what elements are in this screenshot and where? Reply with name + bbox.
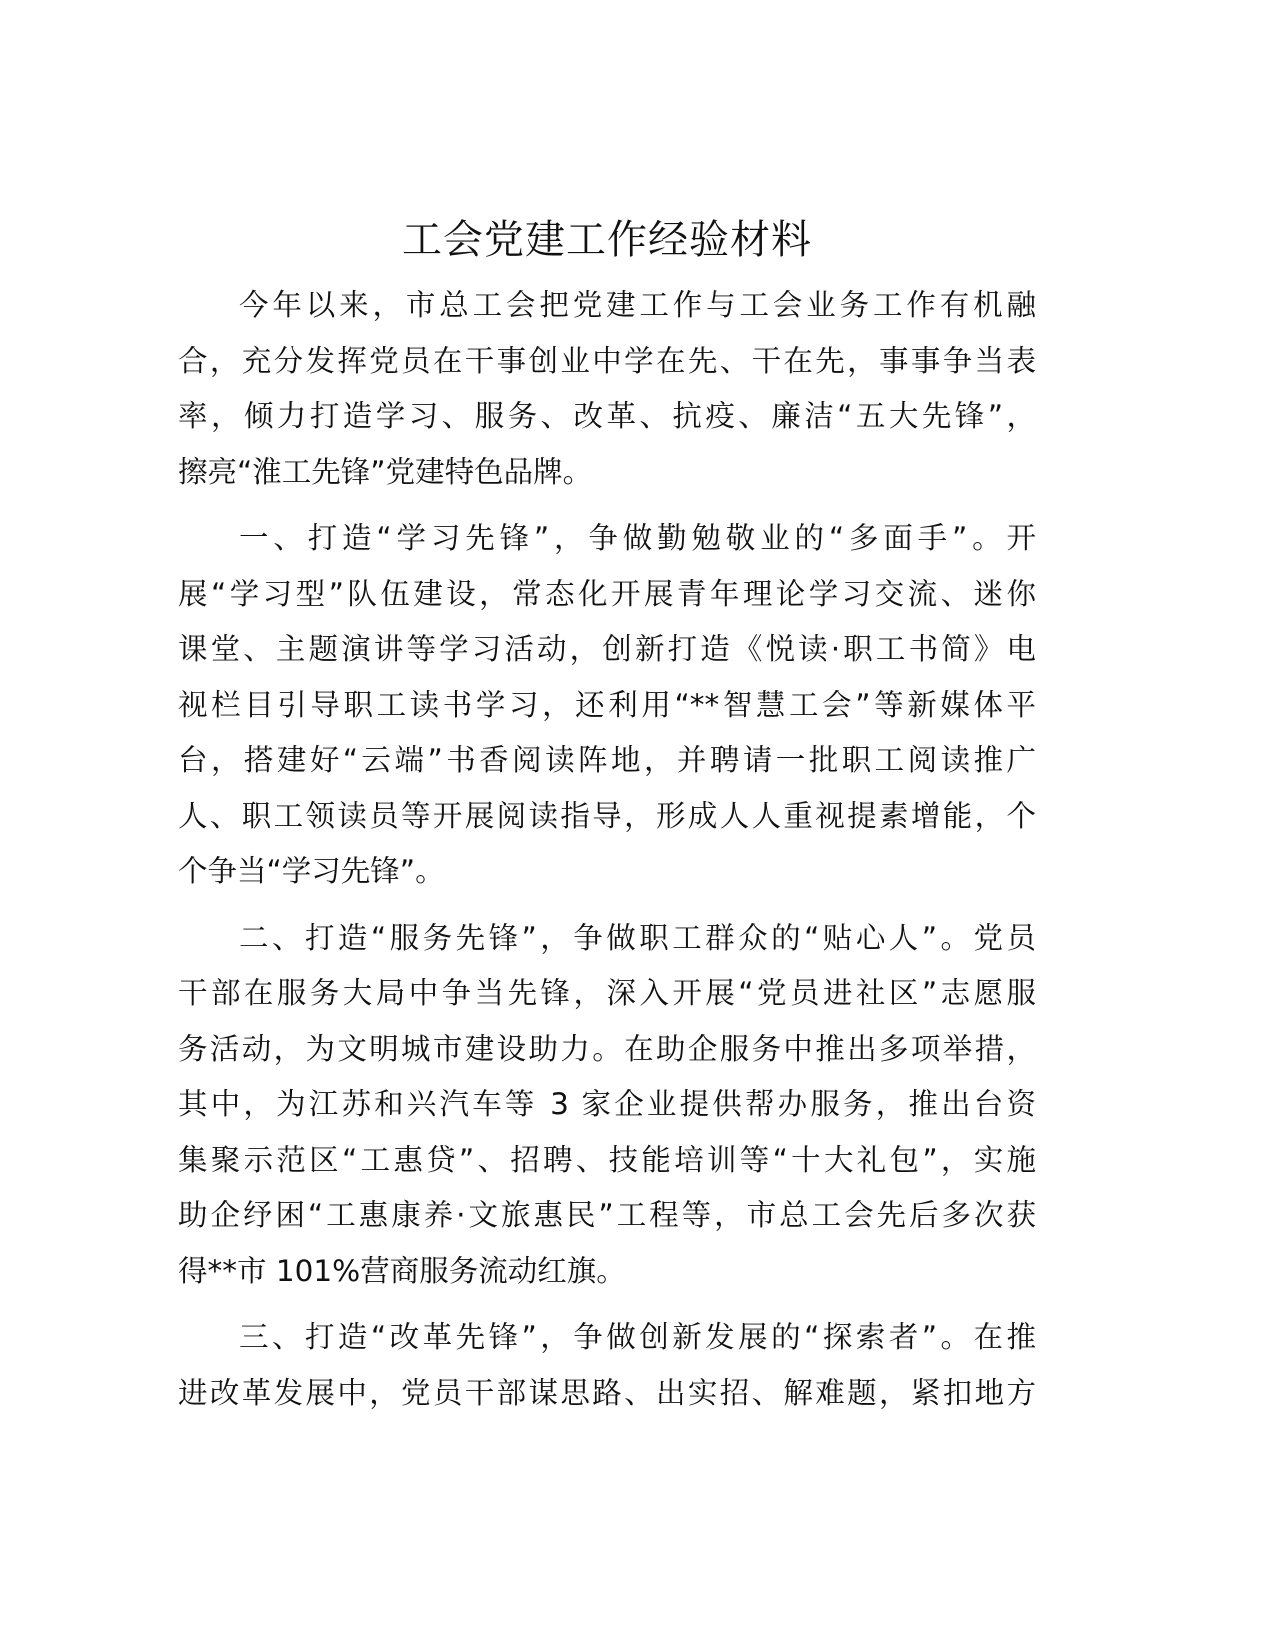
text-line: 今年以来，市总工会把党建工作与工会业务工作有机融 [239, 288, 1036, 322]
document-title: 工会党建工作经验材料 [402, 217, 812, 263]
section-heading-line: 二、打造“服务先锋”，争做职工群众的“贴心人”。党员 [239, 920, 1036, 955]
text-line: 率，倾力打造学习、服务、改革、抗疫、廉洁“五大先锋”， [178, 399, 1036, 433]
text-line: 合，充分发挥党员在干事创业中学在先、干在先，事事争当表 [178, 343, 1036, 378]
text-line: 务活动，为文明城市建设助力。在助企服务中推出多项举措， [178, 1031, 1036, 1066]
section-heading-line: 三、打造“改革先锋”，争做创新发展的“探索者”。在推 [239, 1320, 1036, 1354]
paragraph-intro [178, 278, 1036, 500]
text-line: 擦亮“淮工先锋”党建特色品牌。 [178, 454, 593, 489]
paragraph-section-1 [178, 511, 1036, 900]
text-line: 展“学习型”队伍建设，常态化开展青年理论学习交流、迷你 [178, 576, 1036, 611]
text-line: 得**市 101%营商服务流动红旗。 [178, 1253, 626, 1288]
text-line: 课堂、主题演讲等学习活动，创新打造《悦读·职工书简》电 [178, 632, 1036, 666]
text-line: 集聚示范区“工惠贷”、招聘、技能培训等“十大礼包”，实施 [178, 1142, 1036, 1177]
paragraph-section-2 [178, 911, 1036, 1300]
text-line: 台，搭建好“云端”书香阅读阵地，并聘请一批职工阅读推广 [178, 743, 1036, 777]
section-heading-line: 一、打造“学习先锋”，争做勤勉敬业的“多面手”。开 [239, 521, 1036, 555]
text-line: 其中，为江苏和兴汽车等 3 家企业提供帮办服务，推出台资 [178, 1087, 1036, 1121]
text-line: 助企纾困“工惠康养·文旅惠民”工程等，市总工会先后多次获 [178, 1198, 1036, 1232]
text-line: 个争当“学习先锋”。 [178, 854, 445, 888]
text-line: 视栏目引导职工读书学习，还利用“**智慧工会”等新媒体平 [178, 687, 1036, 722]
text-line: 干部在服务大局中争当先锋，深入开展“党员进社区”志愿服 [178, 976, 1036, 1010]
document-page [178, 212, 1036, 1432]
paragraph-section-3 [178, 1310, 1036, 1421]
text-line: 人、职工领读员等开展阅读指导，形成人人重视提素增能，个 [178, 798, 1036, 833]
text-line: 进改革发展中，党员干部谋思路、出实招、解难题，紧扣地方 [178, 1375, 1036, 1410]
